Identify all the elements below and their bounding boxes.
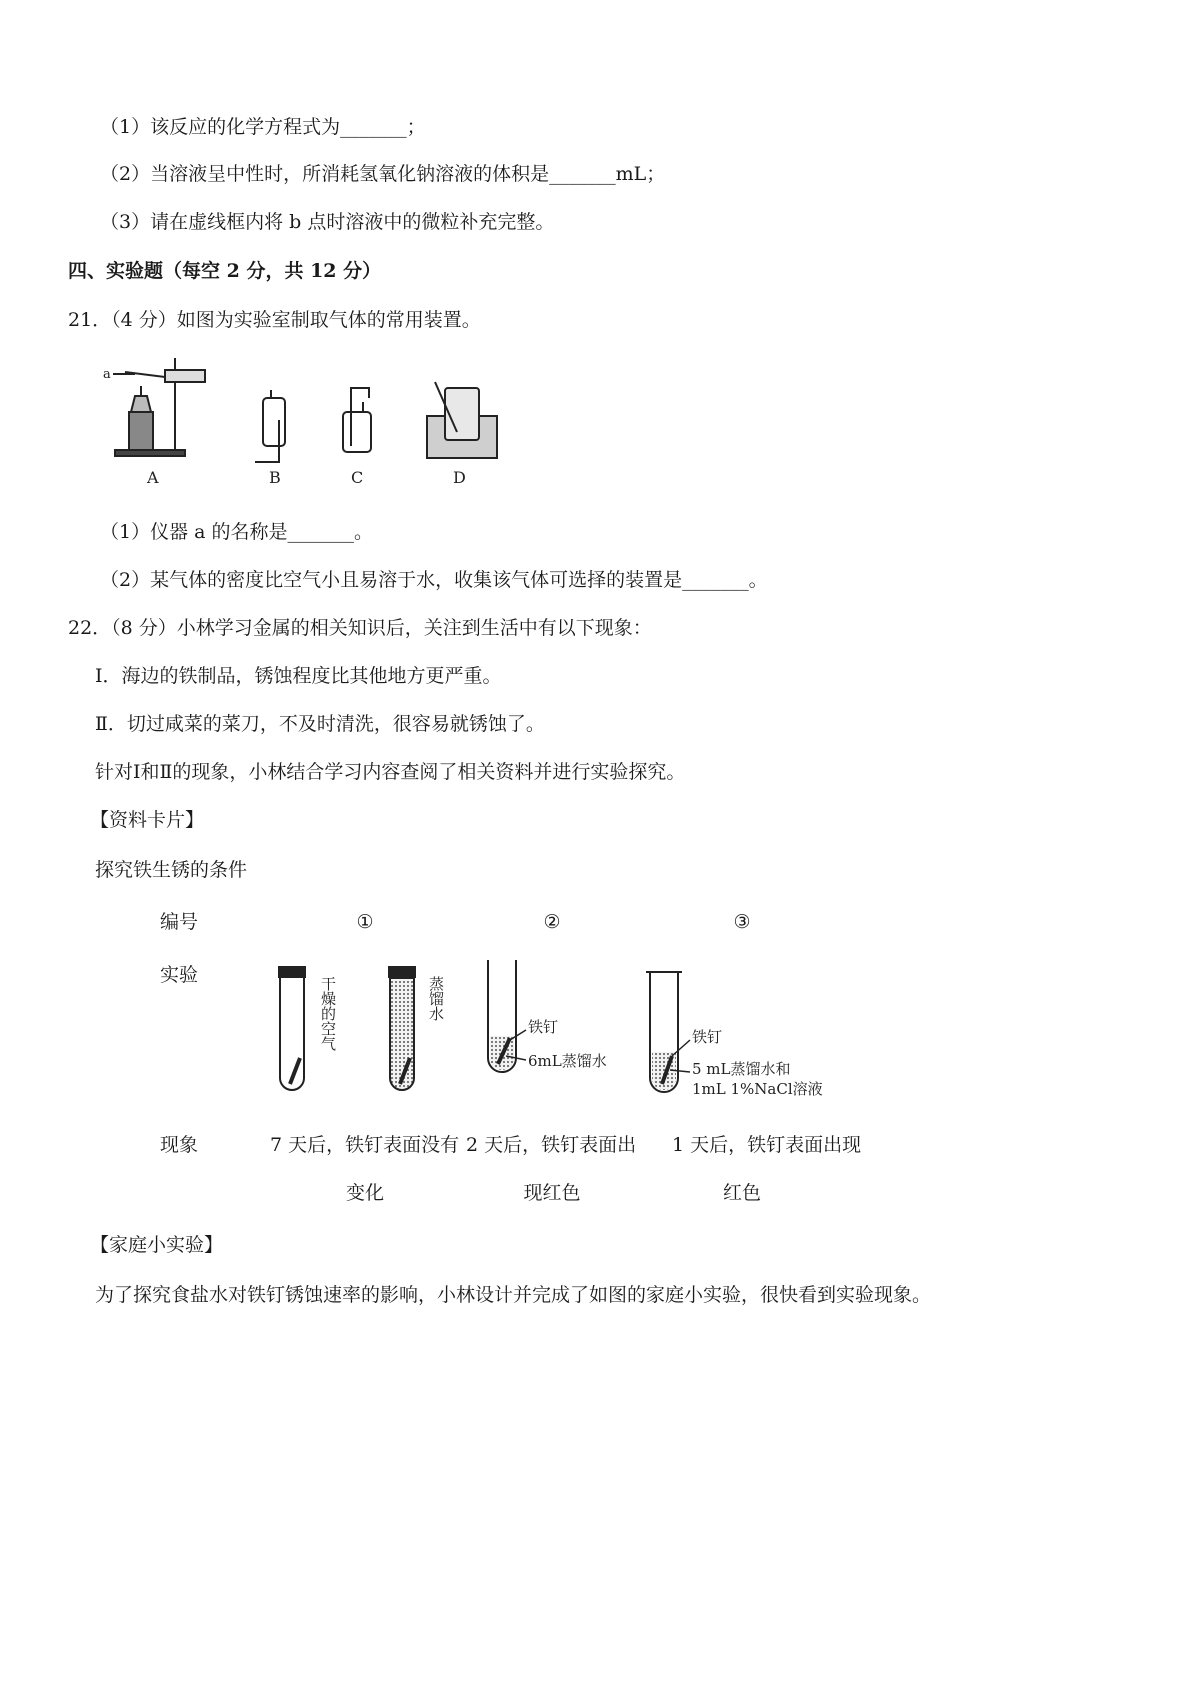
label-a-instrument: a: [103, 367, 111, 382]
q20-sub2: （2）当溶液呈中性时，所消耗氢氧化钠溶液的体积是_______mL；: [100, 163, 666, 185]
home-experiment-text: 为了探究食盐水对铁钉锈蚀速率的影响，小林设计并完成了如图的家庭小实验，很快看到实验现象。: [95, 1284, 932, 1306]
q22-intro: 针对Ⅰ和Ⅱ的现象，小林结合学习内容查阅了相关资料并进行实验探究。: [95, 761, 686, 783]
table-label-phenomenon: 现象: [160, 1134, 199, 1156]
q22-stem: 22．（8 分）小林学习金属的相关知识后，关注到生活中有以下现象：: [68, 617, 652, 639]
label-D: D: [453, 468, 466, 487]
phenomenon-2-line2: 现红色: [523, 1182, 581, 1204]
rusting-experiment-figure: [270, 960, 850, 1105]
apparatus-d: [427, 382, 497, 458]
tube-4-liquid-label-2: 1mL 1%NaCl溶液: [692, 1080, 823, 1098]
table-label-number: 编号: [160, 911, 199, 933]
gas-apparatus-figure: [95, 350, 515, 495]
tube-1-label: 干燥的空气: [319, 976, 337, 1051]
table-number-3: ③: [733, 911, 751, 933]
tube-3-nail-label: 铁钉: [528, 1018, 559, 1036]
table-number-2: ②: [543, 911, 561, 933]
apparatus-a: [113, 358, 205, 456]
tube-3: [484, 960, 526, 1072]
home-experiment-title: 【家庭小实验】: [90, 1234, 224, 1256]
tube-2: [388, 966, 416, 1090]
phenomenon-3-line1: 1 天后，铁钉表面出现: [672, 1134, 862, 1156]
section-heading: 四、实验题（每空 2 分，共 12 分）: [68, 260, 382, 282]
phenomenon-2-line1: 2 天后，铁钉表面出: [466, 1134, 637, 1156]
apparatus-b: [255, 390, 285, 462]
q22-phenomenon-1: Ⅰ．海边的铁制品，锈蚀程度比其他地方更严重。: [95, 665, 502, 687]
card-title: 【资料卡片】: [90, 809, 205, 831]
q20-sub1: （1）该反应的化学方程式为_______；: [100, 116, 426, 138]
table-number-1: ①: [356, 911, 374, 933]
tube-3-liquid-label: 6mL蒸馏水: [528, 1052, 607, 1070]
tube-2-label: 蒸馏水: [427, 976, 445, 1021]
q21-stem: 21．（4 分）如图为实验室制取气体的常用装置。: [68, 309, 481, 331]
card-subtitle: 探究铁生锈的条件: [95, 859, 248, 881]
label-C: C: [351, 468, 364, 487]
tube-4-nail-label: 铁钉: [692, 1028, 723, 1046]
q21-sub1: （1）仪器 a 的名称是_______。: [100, 521, 373, 543]
label-B: B: [269, 468, 281, 487]
apparatus-c: [343, 388, 371, 452]
tube-1: [278, 966, 306, 1090]
q22-phenomenon-2: Ⅱ．切过咸菜的菜刀，不及时清洗，很容易就锈蚀了。: [95, 713, 545, 735]
q20-sub3: （3）请在虚线框内将 b 点时溶液中的微粒补充完整。: [100, 211, 555, 233]
q21-sub2: （2）某气体的密度比空气小且易溶于水，收集该气体可选择的装置是_______。: [100, 569, 768, 591]
phenomenon-1-line2: 变化: [345, 1182, 385, 1204]
label-A: A: [147, 468, 159, 487]
table-label-experiment: 实验: [160, 964, 199, 986]
tube-4: [646, 972, 690, 1092]
phenomenon-1-line1: 7 天后，铁钉表面没有: [270, 1134, 460, 1156]
phenomenon-3-line2: 红色: [722, 1182, 762, 1204]
tube-4-liquid-label-1: 5 mL蒸馏水和: [692, 1060, 791, 1078]
